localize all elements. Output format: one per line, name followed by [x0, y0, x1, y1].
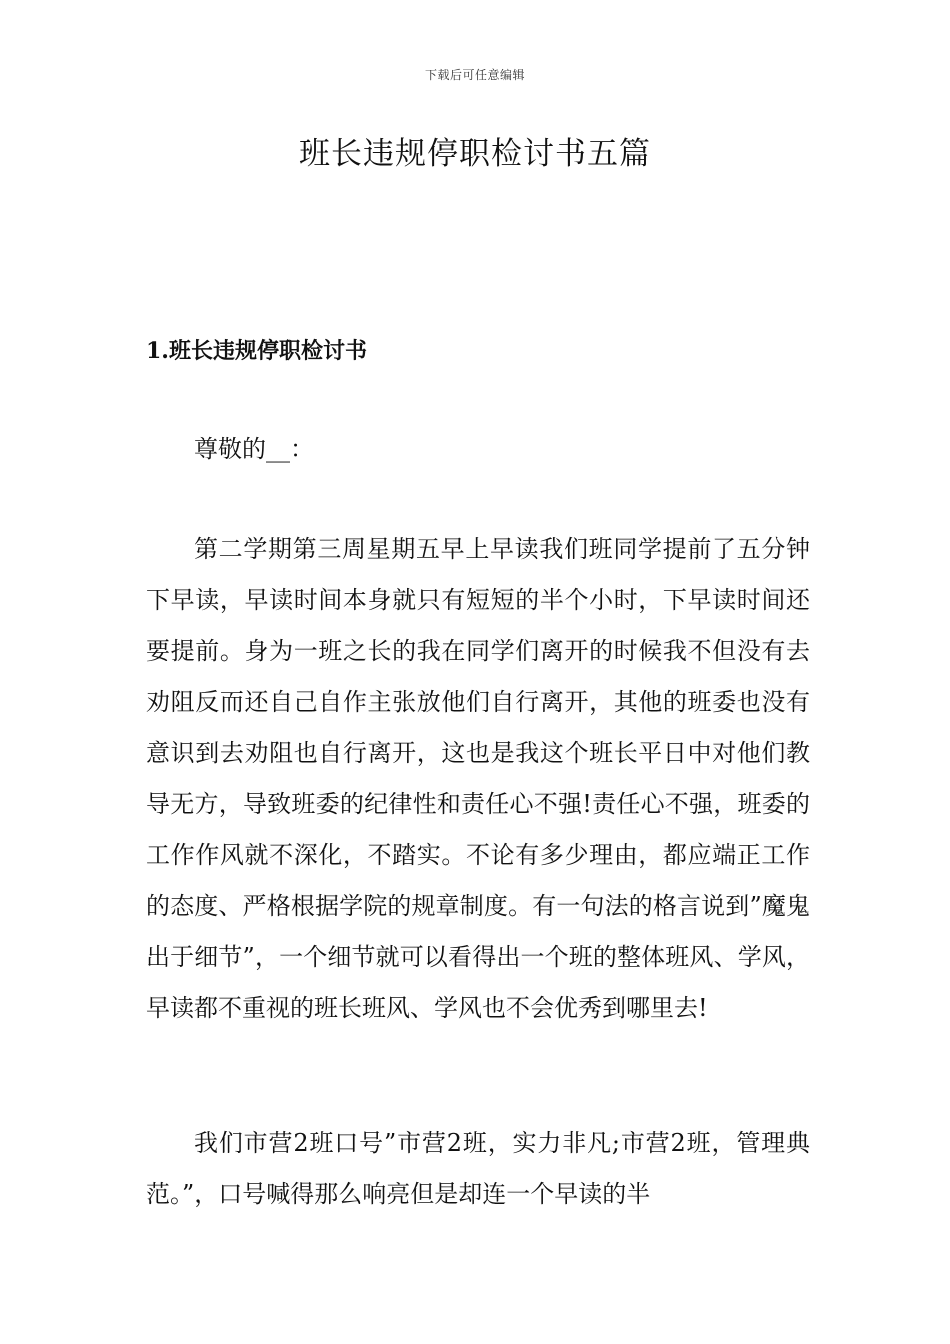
salutation: 尊敬的__：: [194, 435, 314, 463]
body-paragraph: 第二学期第三周星期五早上早读我们班同学提前了五分钟下早读，早读时间本身就只有短短的半个小时，下早读时间还要提前。身为一班之长的我在同学们离开的时候我不但没有去劝阻反而还自己自作主张放他们自行离开，其他的班委也没有意识到去劝阻也自行离开，这也是我这个班长平日中对他们教导无方，导致班委的纪律性和责任心不强!责任心不强，班委的工作作风就不深化，不踏实。不论有多少理由，都应端正工作的态度、严格根据学院的规章制度。有一句法的格言说到”魔鬼出于细节”，一个细节就可以看得出一个班的整体班风、学风，早读都不重视的班长班风、学风也不会优秀到哪里去!: [146, 535, 810, 1022]
section-heading: 1.班长违规停职检讨书: [146, 338, 367, 364]
document-title: 班长违规停职检讨书五篇: [299, 136, 651, 172]
body-paragraph: 我们市营2班口号”市营2班，实力非凡;市营2班，管理典范。”，口号喊得那么响亮但是却连一个早读的半: [146, 1129, 810, 1208]
header-note: 下载后可任意编辑: [424, 68, 525, 82]
